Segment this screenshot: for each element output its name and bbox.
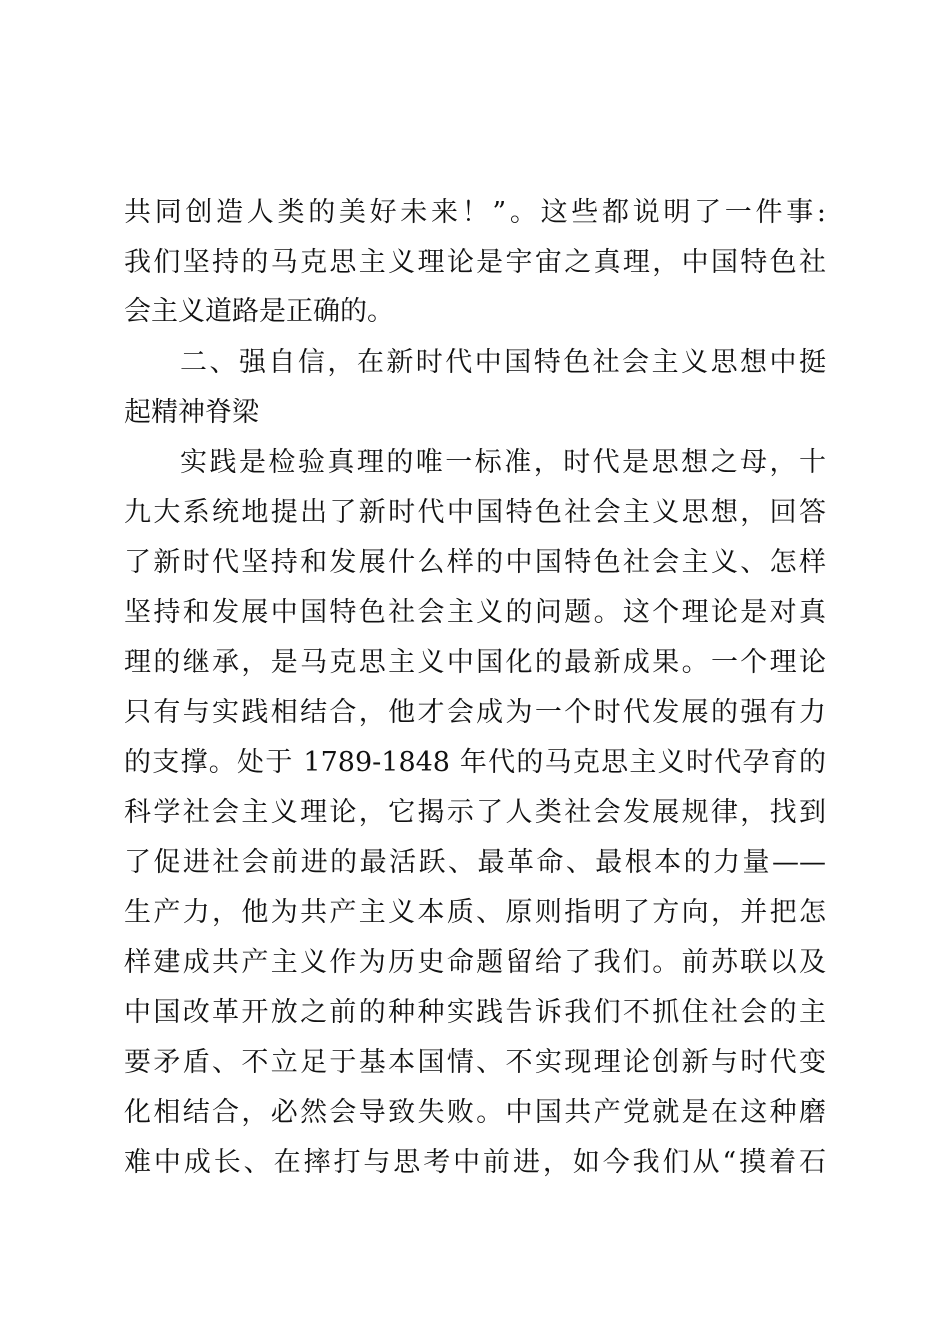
text-line-17: 中国改革开放之前的种种实践告诉我们不抓住社会的主 (124, 997, 826, 1028)
text-line-9: 坚持和发展中国特色社会主义的问题。这个理论是对真 (124, 597, 826, 628)
text-line-3: 会主义道路是正确的。 (124, 296, 394, 327)
text-line-13: 科学社会主义理论，它揭示了人类社会发展规律，找到 (124, 797, 826, 828)
text-line-14: 了促进社会前进的最活跃、最革命、最根本的力量—— (124, 847, 826, 878)
text-line-8: 了新时代坚持和发展什么样的中国特色社会主义、怎样 (124, 547, 826, 578)
text-line-10: 理的继承，是马克思主义中国化的最新成果。一个理论 (124, 647, 826, 678)
text-line-2: 我们坚持的马克思主义理论是宇宙之真理，中国特色社 (124, 247, 826, 278)
section-heading-line-2: 起精神脊梁 (124, 397, 259, 428)
text-line-7: 九大系统地提出了新时代中国特色社会主义思想，回答 (124, 497, 826, 528)
text-line-19: 化相结合，必然会导致失败。中国共产党就是在这种磨 (124, 1097, 826, 1128)
text-line-18: 要矛盾、不立足于基本国情、不实现理论创新与时代变 (124, 1047, 826, 1078)
text-line-20: 难中成长、在摔打与思考中前进，如今我们从“摸着石 (124, 1147, 826, 1178)
text-line-16: 样建成共产主义作为历史命题留给了我们。前苏联以及 (124, 947, 826, 978)
text-line-6: 实践是检验真理的唯一标准，时代是思想之母，十 (180, 447, 826, 478)
text-line-12: 的支撑。处于 1789-1848 年代的马克思主义时代孕育的 (124, 747, 826, 778)
section-heading-line-1: 二、强自信，在新时代中国特色社会主义思想中挺 (180, 347, 826, 378)
text-line-1: 共同创造人类的美好未来！”。这些都说明了一件事: (124, 197, 826, 228)
text-line-15: 生产力，他为共产主义本质、原则指明了方向，并把怎 (124, 897, 826, 928)
text-line-11: 只有与实践相结合，他才会成为一个时代发展的强有力 (124, 697, 826, 728)
